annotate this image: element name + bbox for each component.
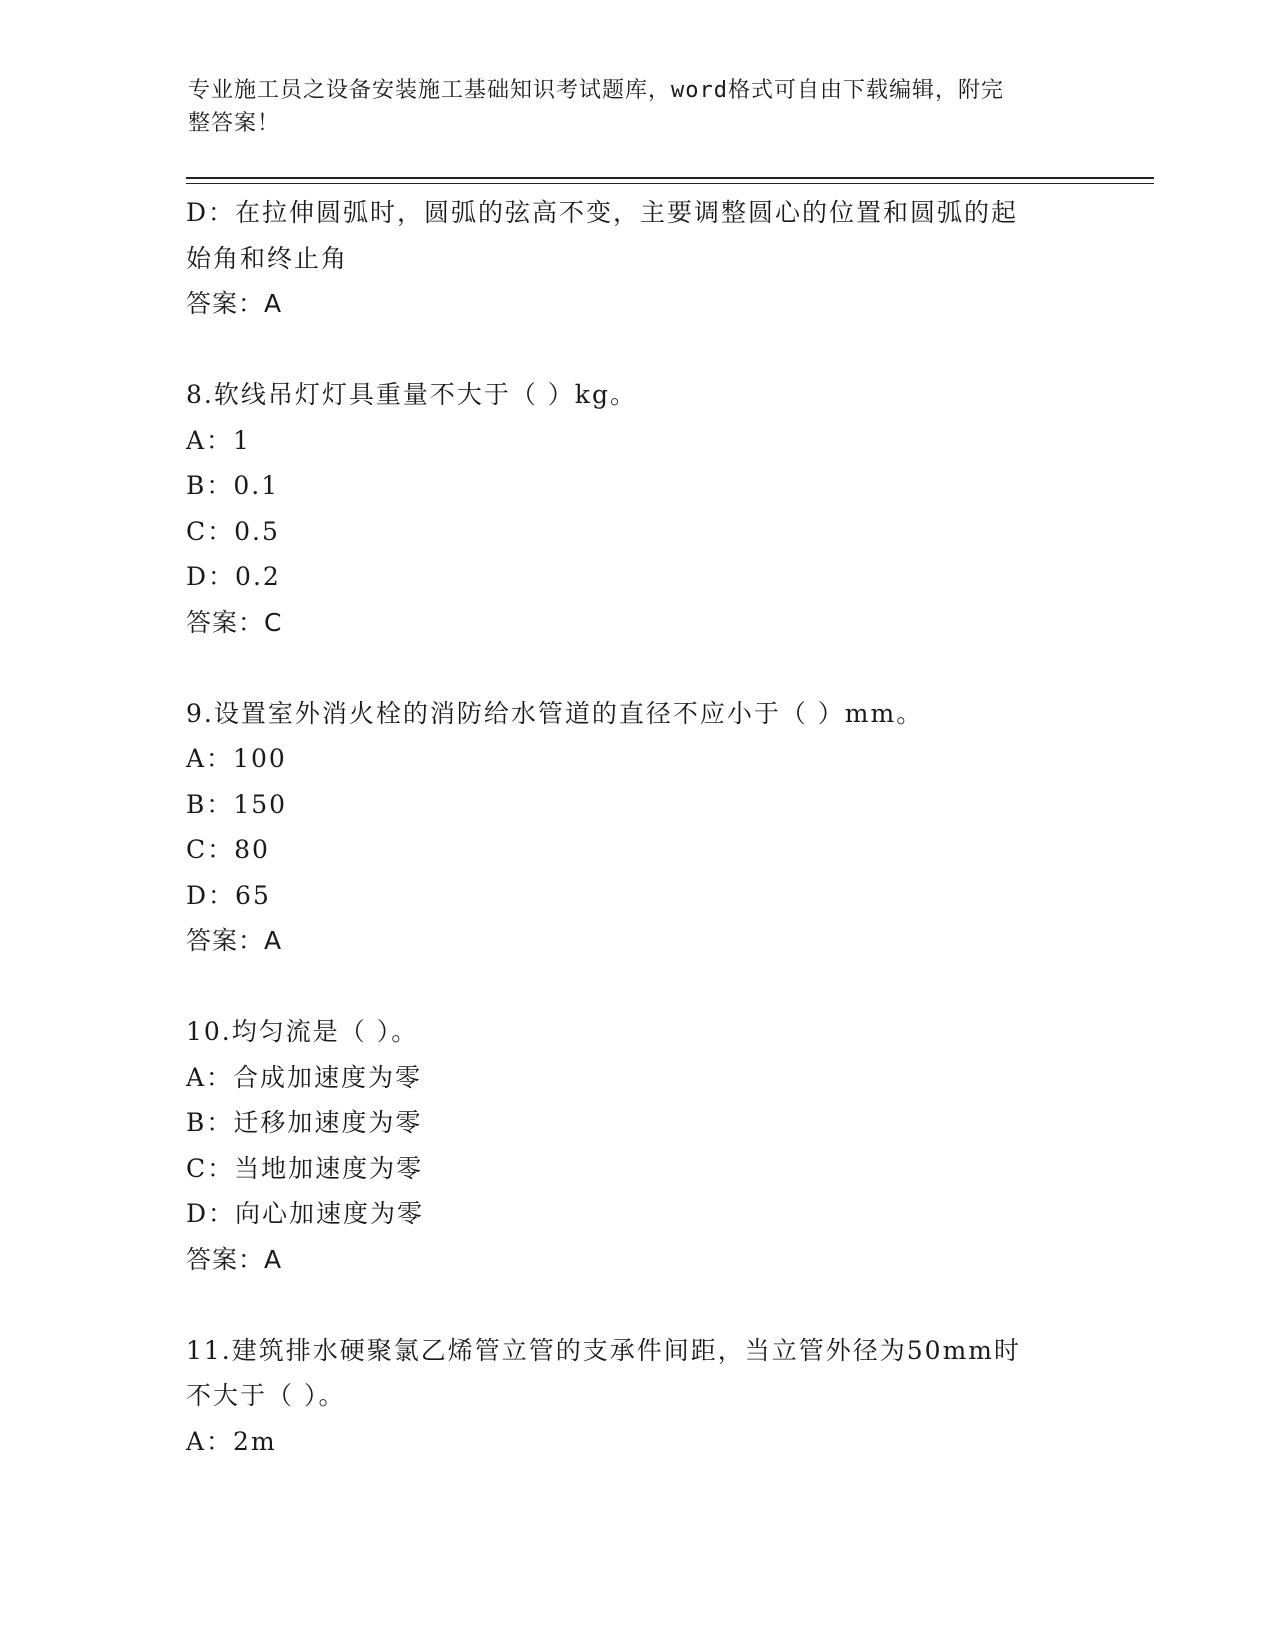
- option-b: B：迁移加速度为零: [186, 1108, 423, 1137]
- document-header: [188, 74, 1068, 140]
- question-stem: 9.设置室外消火栓的消防给水管道的直径不应小于（ ）mm。: [186, 698, 924, 728]
- header-divider-thin: [186, 183, 1154, 184]
- question-stem: 10.均匀流是（ ）。: [186, 1017, 419, 1046]
- option-a: A：合成加速度为零: [186, 1062, 423, 1092]
- spacer: [186, 964, 1086, 1010]
- option-a: A：100: [186, 744, 287, 773]
- question-stem: 11.建筑排水硬聚氯乙烯管立管的支承件间距，当立管外径为50mm时: [186, 1335, 1021, 1365]
- question-7: [186, 190, 1086, 327]
- option-d: D：向心加速度为零: [186, 1199, 425, 1228]
- header-title-line-1: 专业施工员之设备安装施工基础知识考试题库，word格式可自由下载编辑，附完: [188, 78, 1004, 103]
- answer-label: 答案：A: [186, 289, 283, 318]
- spacer: [186, 1282, 1086, 1328]
- answer-label: 答案：A: [186, 926, 283, 955]
- question-10: [186, 1009, 1086, 1282]
- question-9: [186, 691, 1086, 964]
- question-8: [186, 372, 1086, 645]
- option-c: C：0.5: [186, 516, 280, 546]
- question-stem: 8.软线吊灯灯具重量不大于（ ）kg。: [186, 380, 637, 409]
- answer-label: 答案：A: [186, 1244, 283, 1274]
- option-d: D：65: [186, 880, 271, 910]
- spacer: [186, 327, 1086, 373]
- option-d: D：0.2: [186, 562, 281, 591]
- option-c: C：当地加速度为零: [186, 1153, 424, 1183]
- answer-label: 答案：C: [186, 607, 283, 637]
- option-a: A：1: [186, 425, 251, 455]
- header-title-line-2: 整答案！: [188, 111, 281, 136]
- question-stem-continued: 不大于（ ）。: [186, 1381, 346, 1410]
- option-d-continued: 始角和终止角: [186, 243, 349, 273]
- header-divider-thick: [186, 177, 1154, 179]
- option-b: B：150: [186, 789, 288, 819]
- option-c: C：80: [186, 835, 270, 864]
- spacer: [186, 645, 1086, 691]
- option-b: B：0.1: [186, 471, 280, 500]
- question-list: [186, 190, 1086, 1464]
- question-11: [186, 1328, 1086, 1465]
- option-a: A：2m: [186, 1426, 277, 1456]
- option-d: D：在拉伸圆弧时，圆弧的弦高不变，主要调整圆心的位置和圆弧的起: [186, 198, 1019, 227]
